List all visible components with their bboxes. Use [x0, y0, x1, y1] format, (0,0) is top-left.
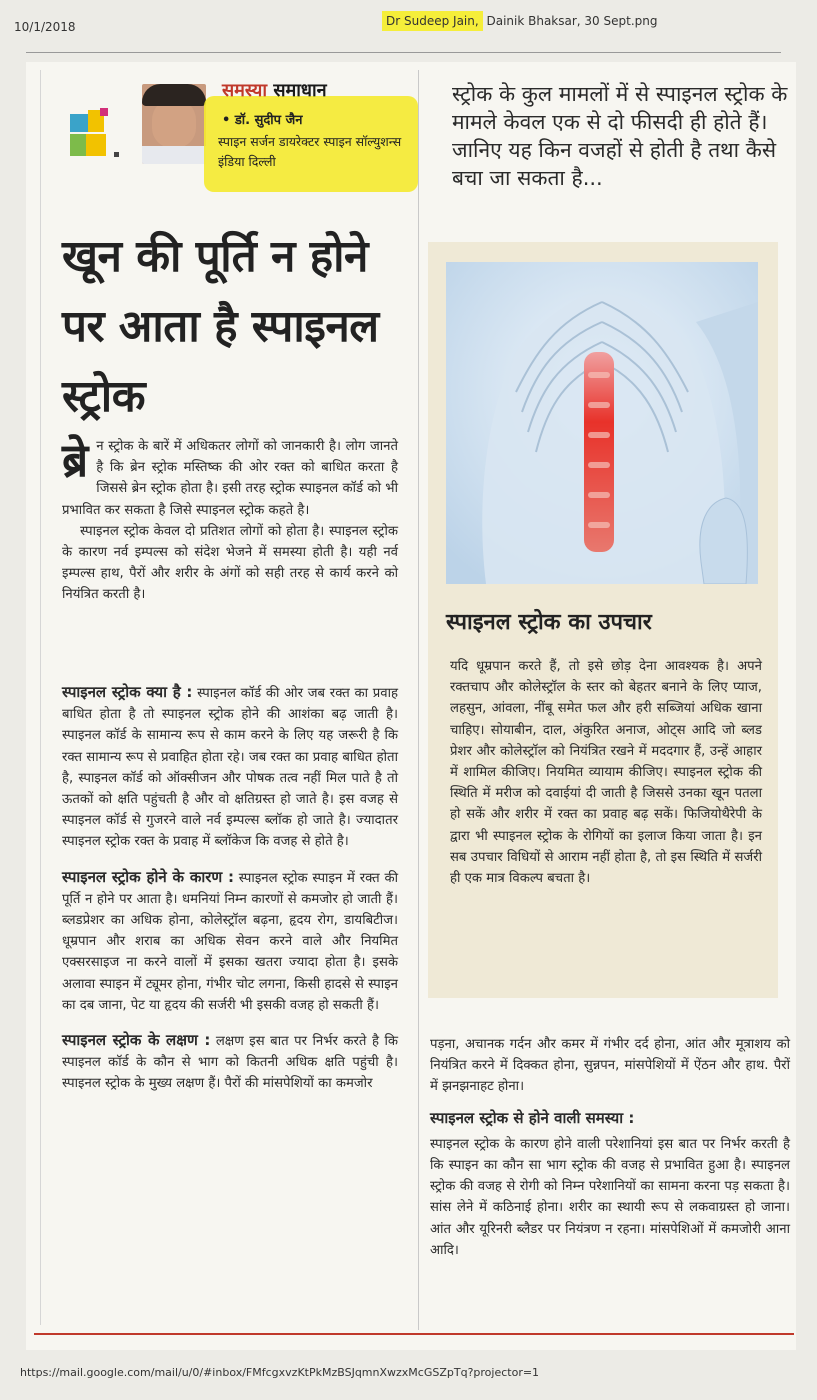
dropcap: ब्रे	[62, 433, 89, 487]
author-photo	[142, 84, 206, 164]
section-causes	[62, 867, 398, 1016]
column-divider	[418, 70, 419, 1330]
print-file-title	[382, 14, 658, 28]
section-symptoms-text: लक्षण इस बात पर निर्भर करते है कि स्पाइनल कॉर्ड के कौन से भाग को कितनी अधिक क्षति पहुंची है। स्पाइनल स्ट्रोक के मुख्य लक्षण हैं। पैरों की मांसपेशियों का कमजोर	[62, 1034, 399, 1092]
section-what	[62, 682, 398, 853]
section-symptoms-heading: स्पाइनल स्ट्रोक के लक्षण :	[62, 1031, 211, 1050]
spine-illustration	[446, 262, 758, 584]
bottom-rule	[34, 1333, 794, 1335]
newspaper-logo-icon	[70, 108, 120, 164]
section-problems-text: स्पाइनल स्ट्रोक के कारण होने वाली परेशानियां इस बात पर निर्भर करती है कि स्पाइन का कौन सा भाग स्ट्रोक की वजह से प्रभावित हुआ है। स्पाइनल स्ट्रोक की वजह से रोगी को निम्न परेशानियों का सामना करना पड़ सकता है। सांस लेने में कठिनाई होना। शरीर का स्थायी रूप से लकवाग्रस्त हो जाना। आंत और यूरिनरी ब्लैडर पर नियंत्रण न रहना। मांसपेशिओं में कमजोरी आना आदि।	[430, 1136, 790, 1258]
print-url: https://mail.google.com/mail/u/0/#inbox/FMfcgxvzKtPkMzBSJqmnXwzxMcGSZpTq?projector=1	[20, 1366, 540, 1379]
intro	[62, 433, 398, 606]
section-problems-heading-line	[430, 1108, 790, 1130]
section-causes-text: स्पाइनल स्ट्रोक स्पाइन में रक्त की पूर्ति न होने पर आता है। धमनियां निम्न कारणों से कमजोर हो जाती हैं। ब्लडप्रेशर का अधिक होना, कोलेस्ट्रॉल बढ़ना, हृदय रोग, डायबिटीज। धूम्रपान और शराब का अधिक सेवन करने वाले और नियमित एक्सरसाइज ना करने वालों में इसका खतरा ज्यादा होता है। इसके अलावा स्पाइन में ट्यूमर होना, गंभीर चोट लगना, किसी हादसे से स्पाइन का दब जाना, पेट या हृदय की सर्जरी भी इसकी वजह हो सकती हैं।	[62, 870, 398, 1013]
section-what-text: स्पाइनल कॉर्ड की ओर जब रक्त का प्रवाह बाधित होता है तो स्पाइनल स्ट्रोक होने की आशंका बढ़ जाती है। स्पाइनल कॉर्ड के सामान्य रूप से काम करने के लिए यह जरूरी है कि रक्त सामान्य रूप से प्रवाहित होता रहे। जब रक्त का प्रवाह बाधित होता है, स्पाइनल कॉर्ड को ऑक्सीजन और पोषक तत्व नहीं मिल पाते है तो ऊतकों को क्षति पहुंचती है और वो क्षतिग्रस्त हो जाते है। इस वजह से स्पाइनल कॉर्ड से गुजरने वाले नर्व इम्पल्स ब्लॉक हो जाते है। ज्यादातर स्पाइनल स्ट्रोक रक्त के प्रवाह में ब्लॉकेज कि वजह से होते है।	[62, 686, 398, 850]
print-title-highlight: Dr Sudeep Jain,	[382, 11, 483, 31]
section-tag: समस्या समाधान	[222, 80, 327, 101]
left-border	[40, 70, 41, 1325]
author-designation: स्पाइन सर्जन डायरेक्टर स्पाइन सॉल्युशन्स इंडिया दिल्ली	[218, 134, 402, 169]
symptoms-continued: पड़ना, अचानक गर्दन और कमर में गंभीर दर्द होना, आंत और मूत्राशय को नियंत्रित करने में दिक्कत होना, सुन्नपन, मांसपेशियों में ऐंठन और हाथ. पैरों में झनझनाहट होना।	[430, 1037, 790, 1095]
section-causes-heading: स्पाइनल स्ट्रोक होने के कारण :	[62, 867, 235, 886]
right-lower	[430, 1034, 790, 1261]
teaser: स्ट्रोक के कुल मामलों में से स्पाइनल स्ट्रोक के मामले केवल एक से दो फीसदी ही होते हैं। जानिए यह किन वजहों से होती है तथा कैसे बचा जा सकता है...	[452, 82, 788, 190]
headline: खून की पूर्ति न होने पर आता है स्पाइनल स्ट्रोक	[62, 231, 379, 422]
treatment-text: यदि धूम्रपान करते हैं, तो इसे छोड़ देना आवश्यक है। अपने रक्तचाप और कोलेस्ट्रॉल के स्तर को बेहतर बनाने के लिए प्याज, लहसुन, आंवला, नींबू समेत फल और हरी सब्जियां अधिक खाना चाहिए। सोयाबीन, दाल, अंकुरित अनाज, ओट्स आदि जो ब्लड प्रेशर और कोलेस्ट्रॉल को नियंत्रित रखने में मददगार हैं, उन्हें आहार में शामिल कीजिए। नियमित व्यायाम कीजिए। स्पाइनल स्ट्रोक की स्थिति में मरीज को दवाईयां दी जाती है जिससे उनका खून पतला हो सकें और शरीर में रक्त का प्रवाह बढ़ सकें। फिजियोथैरेपी के द्वारा भी स्पाइनल स्ट्रोक के रोगियों का इलाज किया जाता है। इन सब उपचार विधियों से आराम नहीं होता है, तो इस स्थिति में सर्जरी ही एक मात्र विकल्प बचता है।	[450, 659, 762, 887]
left-sections	[62, 682, 398, 1109]
print-date: 10/1/2018	[14, 20, 76, 34]
top-rule	[26, 52, 781, 53]
intro-paragraph-2: स्पाइनल स्ट्रोक केवल दो प्रतिशत लोगों को होता है। स्पाइनल स्ट्रोक के कारण नर्व इम्पल्स को संदेश भेजने में समस्या होती है। यही नर्व इम्पल्स हाथ, पैरों और शरीर के अंगों को सही तरह से कार्य करने को नियंत्रित करती है।	[62, 523, 398, 603]
print-title-rest: Dainik Bhaksar, 30 Sept.png	[482, 14, 658, 28]
section-problems-heading: स्पाइनल स्ट्रोक से होने वाली समस्या :	[430, 1108, 635, 1127]
treatment-heading: स्पाइनल स्ट्रोक का उपचार	[446, 610, 652, 635]
author-name: • डॉ. सुदीप जैन	[222, 113, 303, 128]
section-what-heading: स्पाइनल स्ट्रोक क्या है :	[62, 683, 193, 701]
intro-paragraph-1: न स्ट्रोक के बारें में अधिकतर लोगों को जानकारी है। लोग जानते है कि ब्रेन स्ट्रोक मस्तिष्क की ओर रक्त को बाधित करता है जिससे ब्रेन स्ट्रोक होता है। इसी तरह स्ट्रोक स्पाइनल कॉर्ड को भी प्रभावित कर सकता है जिसे स्पाइनल स्ट्रोक कहते है।	[62, 439, 398, 518]
section-symptoms	[62, 1030, 398, 1095]
